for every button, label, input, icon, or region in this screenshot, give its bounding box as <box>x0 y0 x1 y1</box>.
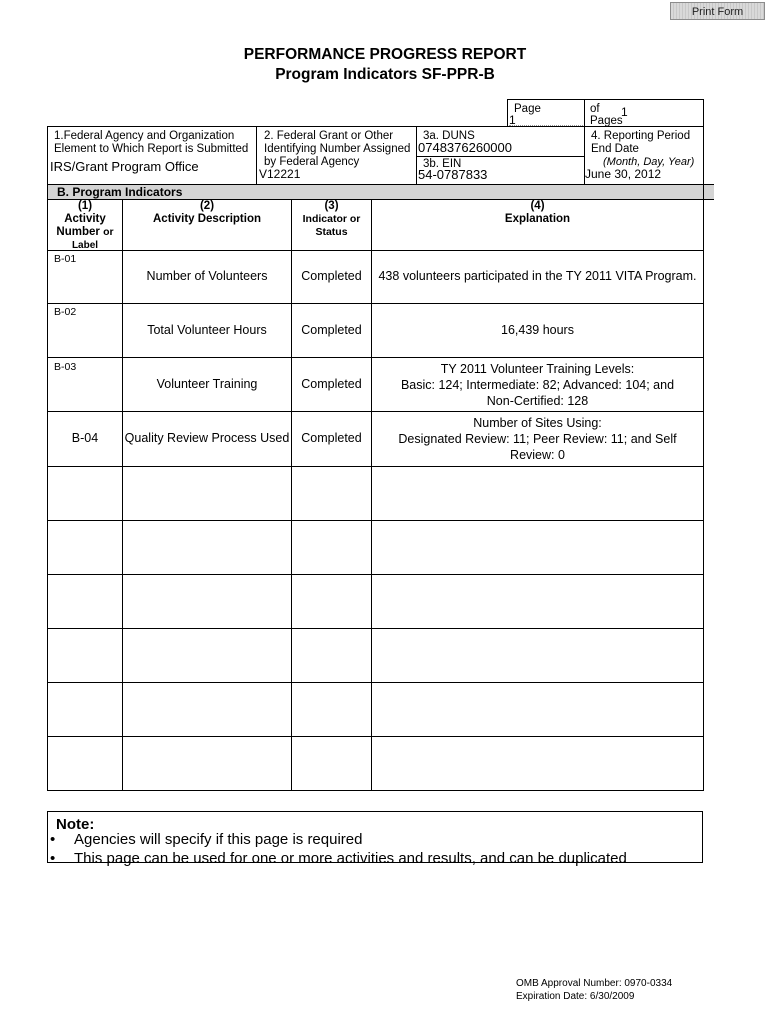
table-left-border <box>47 184 48 791</box>
col1-line-b <box>48 226 122 239</box>
row-separator <box>47 736 704 737</box>
grant-number-field[interactable]: V12221 <box>259 167 301 181</box>
row-separator <box>47 520 704 521</box>
col1-number: (1) <box>77 200 93 212</box>
period-label <box>591 130 690 156</box>
explanation-field[interactable] <box>372 322 703 338</box>
ein-label: 3b. EIN <box>423 158 462 170</box>
row-separator <box>47 250 704 251</box>
col1-line-c: Label <box>71 240 99 251</box>
agency-label-line-1: 1.Federal Agency and Organization <box>54 130 235 142</box>
col-status-header <box>292 200 371 239</box>
row-label-field[interactable]: B-03 <box>54 361 77 373</box>
col4-line-a: Explanation <box>504 213 571 225</box>
row-separator <box>47 682 704 683</box>
period-label-line-1: 4. Reporting Period <box>591 130 691 142</box>
header-divider-2 <box>416 126 417 184</box>
pages-label: Pages <box>590 115 623 127</box>
page-field-underline <box>509 125 583 126</box>
note-bullet-text: This page can be used for one or more activities and results, and can be duplicated <box>74 850 627 867</box>
period-format-hint: (Month, Day, Year) <box>603 156 695 168</box>
period-label-line-2: End Date <box>591 143 639 155</box>
row-separator <box>47 466 704 467</box>
col-activity-number-header <box>48 200 122 252</box>
bullet-icon: • <box>50 831 56 848</box>
duns-label: 3a. DUNS <box>423 130 475 142</box>
omb-approval-number: OMB Approval Number: 0970-0334 <box>516 978 673 989</box>
note-bullet <box>50 850 627 867</box>
note-title: Note: <box>56 816 95 833</box>
section-title: B. Program Indicators <box>47 184 714 200</box>
activity-description-field[interactable]: Number of Volunteers <box>146 269 268 283</box>
explanation-field[interactable] <box>372 268 703 284</box>
col4-number: (4) <box>530 200 545 212</box>
table-bottom-border <box>47 790 704 791</box>
agency-label <box>54 130 248 156</box>
col3-number: (3) <box>324 200 339 212</box>
header-right-border <box>703 99 704 185</box>
col2-number: (2) <box>199 200 215 212</box>
explanation-line: Basic: 124; Intermediate: 82; Advanced: 104; and <box>400 378 675 392</box>
explanation-field[interactable] <box>372 415 703 463</box>
explanation-line: TY 2011 Volunteer Training Levels: <box>440 362 635 376</box>
row-separator <box>47 574 704 575</box>
explanation-line: 438 volunteers participated in the TY 2011 VITA Program. <box>378 269 697 283</box>
omb-expiration-date: Expiration Date: 6/30/2009 <box>516 991 635 1002</box>
report-title: PERFORMANCE PROGRESS REPORT <box>243 46 527 63</box>
explanation-line: Review: 0 <box>510 448 565 462</box>
explanation-line: Number of Sites Using: <box>473 416 602 430</box>
page-number-field[interactable]: 1 <box>509 113 516 127</box>
period-end-date-field[interactable]: June 30, 2012 <box>585 167 662 181</box>
note-bullet-text: Agencies will specify if this page is required <box>74 831 363 848</box>
explanation-line: Designated Review: 11; Peer Review: 11; and Self <box>398 432 677 446</box>
col-description-header <box>123 200 291 226</box>
row-separator <box>47 411 704 412</box>
col2-line-a: Activity Description <box>153 213 261 225</box>
grant-label-line-3: by Federal Agency <box>264 156 360 168</box>
row-separator <box>47 303 704 304</box>
report-subtitle: Program Indicators SF-PPR-B <box>275 66 495 83</box>
agency-field[interactable]: IRS/Grant Program Office <box>50 159 199 174</box>
print-form-button[interactable]: Print Form <box>670 2 765 20</box>
activity-description-field[interactable]: Volunteer Training <box>156 377 258 391</box>
ein-field[interactable]: 54-0787833 <box>418 167 488 182</box>
col1-or-word: or <box>103 226 114 238</box>
row-label-field[interactable]: B-01 <box>54 253 77 265</box>
grant-label <box>264 130 410 169</box>
status-field[interactable]: Completed <box>301 269 362 283</box>
status-field[interactable]: Completed <box>301 377 362 391</box>
col-divider-1 <box>122 199 123 791</box>
duns-ein-divider <box>416 156 584 157</box>
col1-line-a: Activity <box>64 213 106 225</box>
col1-number-word: Number <box>56 226 100 238</box>
col-divider-2 <box>291 199 292 791</box>
total-pages-field[interactable]: 1 <box>621 105 628 119</box>
bullet-icon: • <box>50 850 56 867</box>
activity-description-field[interactable]: Total Volunteer Hours <box>147 323 267 337</box>
duns-field[interactable]: 0748376260000 <box>418 140 512 155</box>
row-separator <box>47 357 704 358</box>
status-field[interactable]: Completed <box>301 323 362 337</box>
grant-label-line-2: Identifying Number Assigned <box>264 143 411 155</box>
header-top-line-right <box>507 99 704 100</box>
col-explanation-header <box>372 200 703 226</box>
note-bullet <box>50 831 362 848</box>
page-label: Page <box>514 103 541 115</box>
row-label-field[interactable]: B-02 <box>54 306 77 318</box>
agency-label-line-2: Element to Which Report is Submitted <box>54 143 249 155</box>
header-divider-1 <box>256 126 257 184</box>
explanation-field[interactable] <box>372 361 703 409</box>
activity-description-field[interactable]: Quality Review Process Used <box>124 431 290 445</box>
col-divider-3 <box>371 199 372 791</box>
status-field[interactable]: Completed <box>301 431 362 445</box>
table-right-border <box>703 184 704 791</box>
col3-line-a: Indicator or <box>302 213 361 225</box>
header-divider-3 <box>507 99 508 127</box>
of-label: of <box>590 103 600 115</box>
col3-line-b: Status <box>315 226 348 238</box>
grant-label-line-1: 2. Federal Grant or Other <box>264 130 394 142</box>
explanation-line: Non-Certified: 128 <box>486 394 589 408</box>
row-separator <box>47 628 704 629</box>
header-left-border <box>47 126 48 184</box>
explanation-line: 16,439 hours <box>501 323 574 337</box>
row-label-field[interactable]: B-04 <box>71 431 99 445</box>
